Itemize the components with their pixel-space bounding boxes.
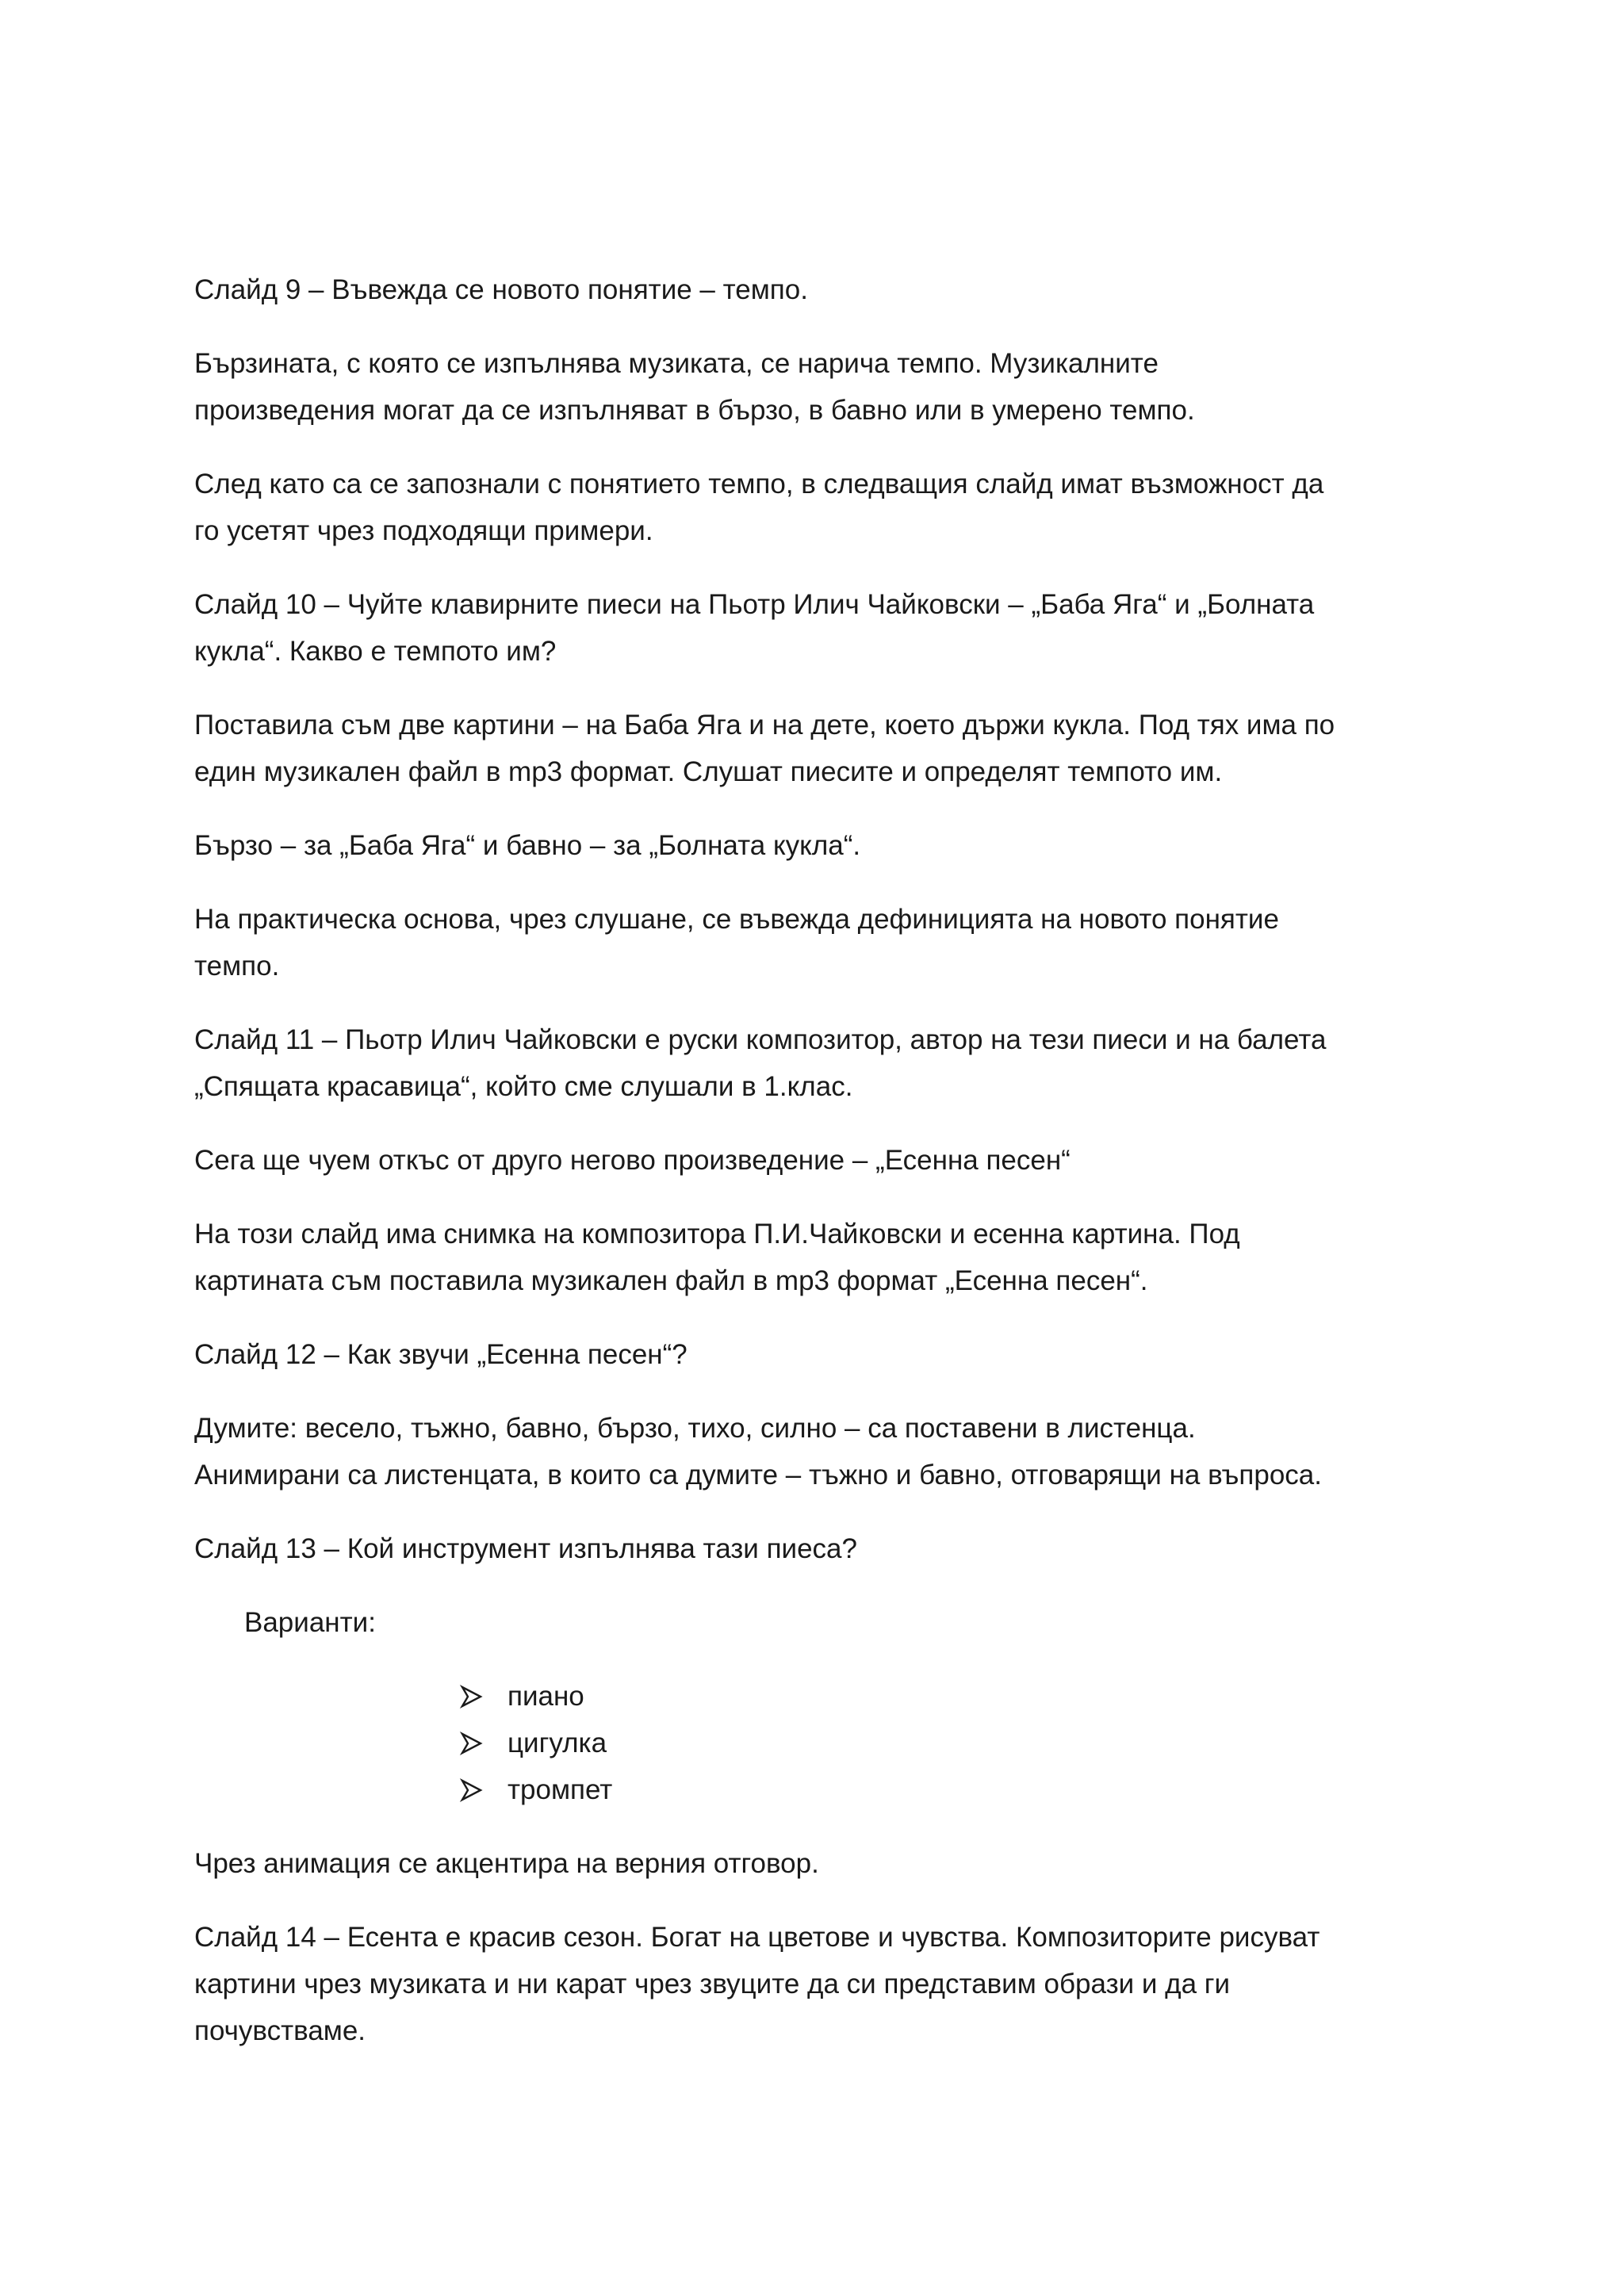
paragraph-tempo-definition [194, 340, 1447, 434]
document-body [194, 266, 1447, 2081]
paragraph-slide-12 [194, 1331, 1447, 1378]
text-line: Поставила съм две картини – на Баба Яга и на дете, което държи кукла. Под тях има по [194, 710, 1335, 740]
paragraph-next-slide [194, 461, 1447, 554]
text-line: Анимирани са листенцата, в които са думите – тъжно и бавно, отговарящи на въпроса. [194, 1460, 1322, 1490]
paragraph-words-leaves [194, 1405, 1447, 1498]
arrow-bullet-icon [459, 1766, 483, 1813]
text-line: Сега ще чуем откъс от друго негово произведение – „Есенна песен“ [194, 1145, 1071, 1176]
paragraph-slide-13 [194, 1525, 1447, 1572]
text-line: „Спящата красавица“, който сме слушали в 1.клас. [194, 1071, 853, 1102]
text-line: почувстваме. [194, 2015, 366, 2046]
paragraph-two-pictures [194, 702, 1447, 795]
text-line: След като са се запознали с понятието темпо, в следващия слайд имат възможност да [194, 469, 1324, 499]
text-line: Слайд 10 – Чуйте клавирните пиеси на Пьотр Илич Чайковски – „Баба Яга“ и „Болната [194, 589, 1315, 620]
arrow-bullet-icon [459, 1720, 483, 1766]
paragraph-practical-basis [194, 896, 1447, 989]
text-line: го усетят чрез подходящи примери. [194, 515, 653, 546]
text-line: Бързо – за „Баба Яга“ и бавно – за „Болната кукла“. [194, 830, 861, 861]
text-line: Слайд 13 – Кой инструмент изпълнява тази пиеса? [194, 1533, 857, 1564]
list-item [459, 1766, 1447, 1813]
variant-label: цигулка [508, 1728, 607, 1758]
text-line: картината съм поставила музикален файл в mp3 формат „Есенна песен“. [194, 1265, 1148, 1296]
text-line: Слайд 9 – Въвежда се новото понятие – темпо. [194, 274, 808, 305]
arrow-bullet-icon [459, 1673, 483, 1720]
paragraph-slide-14 [194, 1914, 1447, 2054]
text-line: На този слайд има снимка на композитора П.И.Чайковски и есенна картина. Под [194, 1219, 1240, 1249]
paragraph-slide-10 [194, 581, 1447, 675]
variants-list [194, 1673, 1447, 1813]
text-line: Слайд 14 – Есента е красив сезон. Богат на цветове и чувства. Композиторите рисуват [194, 1922, 1320, 1953]
text-line: Думите: весело, тъжно, бавно, бързо, тихо, силно – са поставени в листенца. [194, 1413, 1196, 1444]
text-line: един музикален файл в mp3 формат. Слушат пиесите и определят темпото им. [194, 756, 1223, 787]
text-line: Слайд 11 – Пьотр Илич Чайковски е руски композитор, автор на тези пиеси и на балета [194, 1024, 1327, 1055]
paragraph-composer-photo [194, 1211, 1447, 1304]
text-line: Чрез анимация се акцентира на верния отговор. [194, 1848, 819, 1879]
paragraph-slide-9 [194, 266, 1447, 313]
list-item [459, 1673, 1447, 1720]
text-line: Варианти: [244, 1607, 376, 1638]
variant-label: пиано [508, 1681, 584, 1712]
list-item [459, 1720, 1447, 1766]
text-line: картини чрез музиката и ни карат чрез звуците да си представим образи и да ги [194, 1969, 1231, 1999]
paragraph-autumn-song-intro [194, 1137, 1447, 1184]
text-line: кукла“. Какво е темпото им? [194, 636, 557, 667]
paragraph-animation-answer [194, 1840, 1447, 1887]
paragraph-answer-tempo [194, 822, 1447, 869]
text-line: произведения могат да се изпълняват в бързо, в бавно или в умерено темпо. [194, 395, 1195, 426]
variant-label: тромпет [508, 1774, 613, 1805]
variants-label [244, 1599, 1447, 1646]
text-line: темпо. [194, 951, 280, 982]
text-line: Слайд 12 – Как звучи „Есенна песен“? [194, 1339, 688, 1370]
paragraph-slide-11 [194, 1016, 1447, 1110]
text-line: На практическа основа, чрез слушане, се въвежда дефиницията на новото понятие [194, 904, 1279, 935]
text-line: Бързината, с която се изпълнява музиката, се нарича темпо. Музикалните [194, 348, 1159, 379]
